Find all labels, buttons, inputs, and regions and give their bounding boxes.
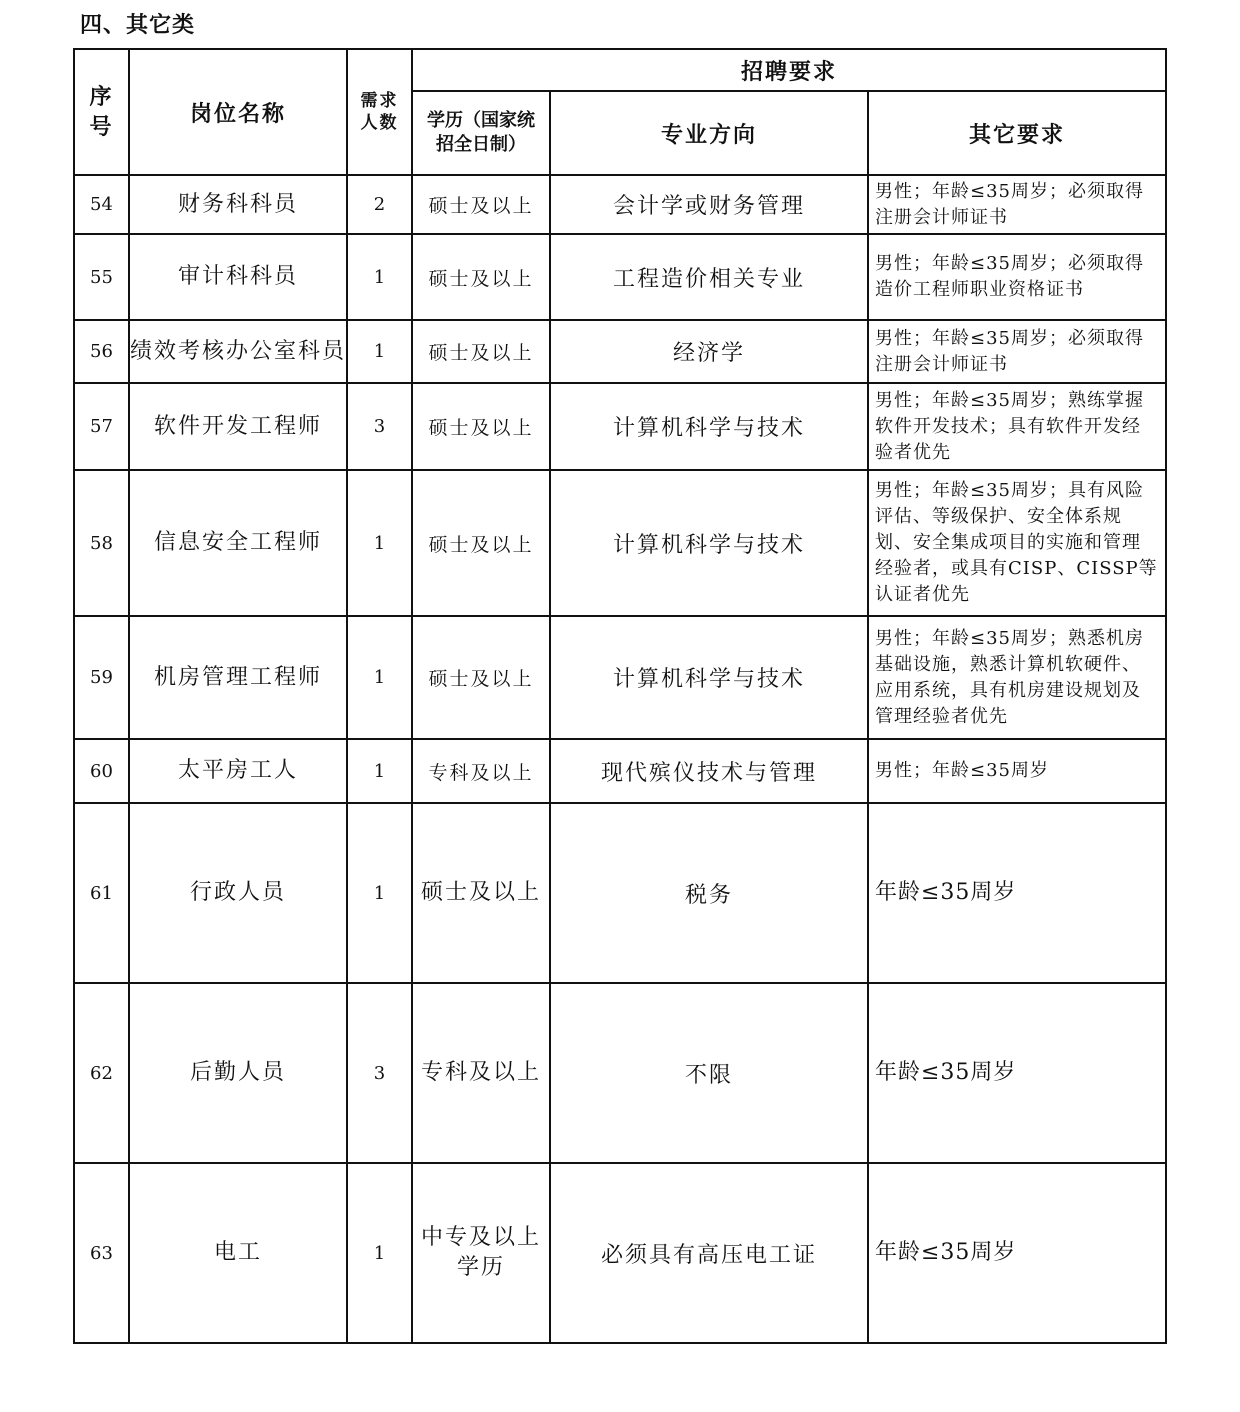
cell-other: 男性；年龄≤35周岁 bbox=[868, 739, 1166, 803]
cell-count: 3 bbox=[347, 383, 412, 470]
cell-education: 中专及以上学历 bbox=[412, 1163, 550, 1343]
header-other: 其它要求 bbox=[868, 91, 1166, 175]
cell-count: 1 bbox=[347, 234, 412, 320]
cell-count: 3 bbox=[347, 983, 412, 1163]
cell-seq: 60 bbox=[74, 739, 129, 803]
table-row bbox=[74, 739, 1166, 803]
cell-count: 1 bbox=[347, 1163, 412, 1343]
cell-education: 硕士及以上 bbox=[412, 470, 550, 616]
cell-count: 2 bbox=[347, 175, 412, 234]
cell-education: 专科及以上 bbox=[412, 983, 550, 1163]
section-title: 四、其它类 bbox=[80, 12, 196, 38]
table-row bbox=[74, 470, 1166, 616]
cell-name: 信息安全工程师 bbox=[129, 470, 347, 616]
cell-seq: 54 bbox=[74, 175, 129, 234]
cell-name: 绩效考核办公室科员 bbox=[129, 320, 347, 383]
cell-education: 硕士及以上 bbox=[412, 383, 550, 470]
cell-other: 年龄≤35周岁 bbox=[868, 1163, 1166, 1343]
cell-name: 审计科科员 bbox=[129, 234, 347, 320]
cell-major: 经济学 bbox=[550, 320, 868, 383]
cell-seq: 59 bbox=[74, 616, 129, 739]
cell-other: 男性；年龄≤35周岁；必须取得注册会计师证书 bbox=[868, 320, 1166, 383]
header-group: 招聘要求 bbox=[412, 49, 1166, 91]
cell-other: 男性；年龄≤35周岁；熟悉机房基础设施，熟悉计算机软硬件、应用系统，具有机房建设规划及管理经验者优先 bbox=[868, 616, 1166, 739]
cell-name: 软件开发工程师 bbox=[129, 383, 347, 470]
table-row bbox=[74, 803, 1166, 983]
cell-major: 计算机科学与技术 bbox=[550, 383, 868, 470]
cell-major: 现代殡仪技术与管理 bbox=[550, 739, 868, 803]
table-row bbox=[74, 1163, 1166, 1343]
cell-education: 硕士及以上 bbox=[412, 234, 550, 320]
header-seq: 序号 bbox=[74, 49, 129, 175]
cell-education: 硕士及以上 bbox=[412, 175, 550, 234]
cell-major: 会计学或财务管理 bbox=[550, 175, 868, 234]
cell-seq: 56 bbox=[74, 320, 129, 383]
header-count: 需求人数 bbox=[347, 49, 412, 175]
cell-major: 计算机科学与技术 bbox=[550, 470, 868, 616]
cell-other: 男性；年龄≤35周岁；必须取得造价工程师职业资格证书 bbox=[868, 234, 1166, 320]
cell-other: 男性；年龄≤35周岁；必须取得注册会计师证书 bbox=[868, 175, 1166, 234]
cell-count: 1 bbox=[347, 739, 412, 803]
cell-count: 1 bbox=[347, 320, 412, 383]
cell-major: 工程造价相关专业 bbox=[550, 234, 868, 320]
cell-count: 1 bbox=[347, 470, 412, 616]
cell-education: 专科及以上 bbox=[412, 739, 550, 803]
cell-other: 年龄≤35周岁 bbox=[868, 983, 1166, 1163]
cell-major: 税务 bbox=[550, 803, 868, 983]
cell-name: 机房管理工程师 bbox=[129, 616, 347, 739]
cell-education: 硕士及以上 bbox=[412, 616, 550, 739]
cell-seq: 62 bbox=[74, 983, 129, 1163]
cell-education: 硕士及以上 bbox=[412, 803, 550, 983]
table-row bbox=[74, 234, 1166, 320]
table-row bbox=[74, 383, 1166, 470]
header-name: 岗位名称 bbox=[129, 49, 347, 175]
cell-seq: 61 bbox=[74, 803, 129, 983]
cell-name: 电工 bbox=[129, 1163, 347, 1343]
table-row bbox=[74, 320, 1166, 383]
cell-name: 行政人员 bbox=[129, 803, 347, 983]
cell-other: 男性；年龄≤35周岁；熟练掌握软件开发技术；具有软件开发经验者优先 bbox=[868, 383, 1166, 470]
table-row bbox=[74, 616, 1166, 739]
header-education: 学历（国家统招全日制） bbox=[412, 91, 550, 175]
cell-name: 后勤人员 bbox=[129, 983, 347, 1163]
table-row bbox=[74, 983, 1166, 1163]
cell-seq: 55 bbox=[74, 234, 129, 320]
cell-major: 不限 bbox=[550, 983, 868, 1163]
cell-education: 硕士及以上 bbox=[412, 320, 550, 383]
cell-name: 太平房工人 bbox=[129, 739, 347, 803]
cell-seq: 58 bbox=[74, 470, 129, 616]
recruitment-table bbox=[73, 48, 1167, 1344]
cell-seq: 63 bbox=[74, 1163, 129, 1343]
cell-major: 计算机科学与技术 bbox=[550, 616, 868, 739]
cell-count: 1 bbox=[347, 616, 412, 739]
cell-seq: 57 bbox=[74, 383, 129, 470]
cell-other: 男性；年龄≤35周岁；具有风险评估、等级保护、安全体系规划、安全集成项目的实施和管理经验者，或具有CISP、CISSP等认证者优先 bbox=[868, 470, 1166, 616]
cell-other: 年龄≤35周岁 bbox=[868, 803, 1166, 983]
header-major: 专业方向 bbox=[550, 91, 868, 175]
cell-name: 财务科科员 bbox=[129, 175, 347, 234]
cell-count: 1 bbox=[347, 803, 412, 983]
table-row bbox=[74, 175, 1166, 234]
cell-major: 必须具有高压电工证 bbox=[550, 1163, 868, 1343]
